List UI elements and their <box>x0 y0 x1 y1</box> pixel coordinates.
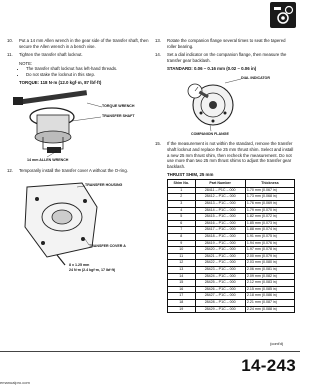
table-cell: 1.76 mm (0.069 in) <box>245 201 294 208</box>
table-cell: 28412 – P1C – 000 <box>195 194 245 201</box>
step-14 <box>155 52 295 63</box>
table-row <box>168 234 295 241</box>
table-row <box>168 266 295 273</box>
table-cell: 7 <box>168 227 196 234</box>
table-cell: 28425 – P1C – 000 <box>195 280 245 287</box>
label-dial-indicator: DIAL INDICATOR <box>241 76 270 81</box>
torque-spec: TORQUE: 118 N·m (12.0 kgf·m, 87 lbf·ft) <box>19 80 102 85</box>
table-cell: 28413 – P1C – 000 <box>195 201 245 208</box>
step-number: 13. <box>155 38 161 43</box>
table-row <box>168 306 295 313</box>
table-cell: 1.97 mm (0.078 in) <box>245 247 294 254</box>
step-15 <box>155 141 295 169</box>
table-row <box>168 220 295 227</box>
table-cell: 10 <box>168 247 196 254</box>
table-cell: 2.12 mm (0.083 in) <box>245 280 294 287</box>
table-cell: 2.06 mm (0.081 in) <box>245 266 294 273</box>
page-number: 14-243 <box>241 356 296 375</box>
table-cell: 2.21 mm (0.087 in) <box>245 299 294 306</box>
table-header-row <box>168 180 295 188</box>
table-cell: 14 <box>168 273 196 280</box>
table-cell: 28411 – P1C – 000 <box>195 187 245 194</box>
table-row <box>168 227 295 234</box>
table-cell: 9 <box>168 240 196 247</box>
table-cell: 28421 – P1C – 000 <box>195 253 245 260</box>
table-cell: 12 <box>168 260 196 267</box>
step-10 <box>7 38 149 49</box>
table-row <box>168 187 295 194</box>
table-cell: 4 <box>168 207 196 214</box>
table-cell: 28419 – P1C – 000 <box>195 240 245 247</box>
table-row <box>168 299 295 306</box>
table-cell: 1.85 mm (0.073 in) <box>245 220 294 227</box>
note-title: NOTE: <box>19 60 33 66</box>
table-cell: 16 <box>168 286 196 293</box>
table-row <box>168 253 295 260</box>
table-cell: 1.91 mm (0.075 in) <box>245 234 294 241</box>
section-icon <box>270 2 296 28</box>
table-cell: 19 <box>168 306 196 313</box>
step-text: Rotate the companion flange several times to seat the tapered roller bearing. <box>167 38 286 49</box>
figure-dial-indicator <box>155 73 295 139</box>
table-cell: 17 <box>168 293 196 300</box>
step-11 <box>7 52 149 58</box>
right-column <box>155 38 295 313</box>
table-cell: 28427 – P1C – 000 <box>195 293 245 300</box>
standard-spec: STANDARD: 0.06 – 0.16 mm (0.02 – 0.06 in) <box>167 66 257 72</box>
table-row <box>168 260 295 267</box>
label-allen-wrench: 14 mm ALLEN WRENCH <box>27 158 69 162</box>
figure-transfer-cover <box>7 177 149 277</box>
table-cell: 1.94 mm (0.076 in) <box>245 240 294 247</box>
label-transfer-housing: TRANSFER HOUSING <box>85 182 123 187</box>
step-number: 11. <box>7 52 13 58</box>
footer-divider <box>0 351 300 352</box>
label-bolt-torque: 24 N·m (2.4 kgf·m, 17 lbf·ft) <box>69 267 116 272</box>
note-item: • The transfer shaft locknut has left-hand threads. <box>26 66 149 71</box>
table-cell: 1.70 mm (0.067 in) <box>245 187 294 194</box>
step-number: 15. <box>155 141 161 147</box>
step-12 <box>7 168 149 174</box>
table-cell: 2.09 mm (0.082 in) <box>245 273 294 280</box>
step-13 <box>155 38 295 49</box>
table-cell: 28418 – P1C – 000 <box>195 234 245 241</box>
dial-indicator-illustration <box>155 73 295 139</box>
table-cell: 28429 – P1C – 000 <box>195 306 245 313</box>
label-transfer-cover-a: TRANSFER COVER A <box>89 243 126 248</box>
table-cell: 2.15 mm (0.085 in) <box>245 286 294 293</box>
table-cell: 1.79 mm (0.070 in) <box>245 207 294 214</box>
shim-table-title: THRUST SHIM, 25 mm <box>167 172 214 178</box>
table-row <box>168 201 295 208</box>
table-cell: 28424 – P1C – 000 <box>195 273 245 280</box>
thrust-shim-table <box>167 179 295 313</box>
table-cell: 1.82 mm (0.072 in) <box>245 214 294 221</box>
left-column <box>7 38 149 277</box>
table-row <box>168 286 295 293</box>
label-torque-wrench: TORQUE WRENCH <box>102 104 135 108</box>
table-row <box>168 214 295 221</box>
table-cell: 3 <box>168 201 196 208</box>
transfer-housing-illustration <box>7 177 147 277</box>
table-row <box>168 293 295 300</box>
table-cell: 1 <box>168 187 196 194</box>
table-row <box>168 194 295 201</box>
column-header: Thickness <box>245 180 294 188</box>
table-cell: 18 <box>168 299 196 306</box>
table-row <box>168 273 295 280</box>
step-number: 10. <box>7 38 13 43</box>
table-cell: 28415 – P1C – 000 <box>195 214 245 221</box>
step-number: 12. <box>7 168 13 173</box>
label-transfer-shaft: TRANSFER SHAFT <box>102 114 135 118</box>
table-cell: 13 <box>168 266 196 273</box>
step-text: Set a dial indicator on the companion flange, then measure the transfer gear backlash. <box>167 52 287 63</box>
table-row <box>168 207 295 214</box>
column-header: Part Number <box>195 180 245 188</box>
table-cell: 28422 – P1C – 000 <box>195 260 245 267</box>
table-cell: 28417 – P1C – 000 <box>195 227 245 234</box>
transfer-shaft-illustration <box>7 87 147 165</box>
table-cell: 5 <box>168 214 196 221</box>
step-text: If the measurement is not within the standard, remove the transfer shaft locknut and replace the 25 mm thrust shim. Select and install a new 25 mm thrust shim, then recheck the measurement. Do not use more than two 25 mm thrust shims to adjust the transfer gear backlash. <box>167 141 294 169</box>
table-cell: 11 <box>168 253 196 260</box>
table-cell: 2 <box>168 194 196 201</box>
table-row <box>168 280 295 287</box>
column-header: Shim No. <box>168 180 196 188</box>
table-cell: 15 <box>168 280 196 287</box>
table-cell: 28428 – P1C – 000 <box>195 299 245 306</box>
step-number: 14. <box>155 52 161 58</box>
note-block <box>19 61 149 77</box>
table-cell: 28426 – P1C – 000 <box>195 286 245 293</box>
table-cell: 1.88 mm (0.074 in) <box>245 227 294 234</box>
table-row <box>168 240 295 247</box>
continued-label: (cont'd) <box>270 341 284 346</box>
table-row <box>168 247 295 254</box>
label-companion-flange: COMPANION FLANGE <box>191 132 229 137</box>
note-item: • Do not stake the locknut in this step. <box>26 72 149 77</box>
step-text: Temporarily install the transfer cover A without the O-ring. <box>19 168 128 173</box>
table-cell: 28420 – P1C – 000 <box>195 247 245 254</box>
table-cell: 8 <box>168 234 196 241</box>
step-text: Tighten the transfer shaft locknut. <box>19 52 83 58</box>
label-bolt-size: 8 x 1.25 mm <box>69 262 90 267</box>
table-cell: 2.00 mm (0.079 in) <box>245 253 294 260</box>
table-cell: 28414 – P1C – 000 <box>195 207 245 214</box>
table-cell: 2.18 mm (0.086 in) <box>245 293 294 300</box>
table-cell: 28423 – P1C – 000 <box>195 266 245 273</box>
gear-icon <box>270 2 296 28</box>
site-watermark: emanualpro.com <box>0 380 30 385</box>
table-cell: 2.03 mm (0.080 in) <box>245 260 294 267</box>
table-cell: 28416 – P1C – 000 <box>195 220 245 227</box>
step-text: Put a 14 mm Allen wrench in the gear side of the transfer shaft, then secure the Allen wrench in a bench vise. <box>19 38 149 49</box>
table-cell: 2.24 mm (0.088 in) <box>245 306 294 313</box>
table-cell: 6 <box>168 220 196 227</box>
table-body <box>168 187 295 312</box>
table-cell: 1.73 mm (0.068 in) <box>245 194 294 201</box>
figure-torque-wrench <box>7 87 149 165</box>
